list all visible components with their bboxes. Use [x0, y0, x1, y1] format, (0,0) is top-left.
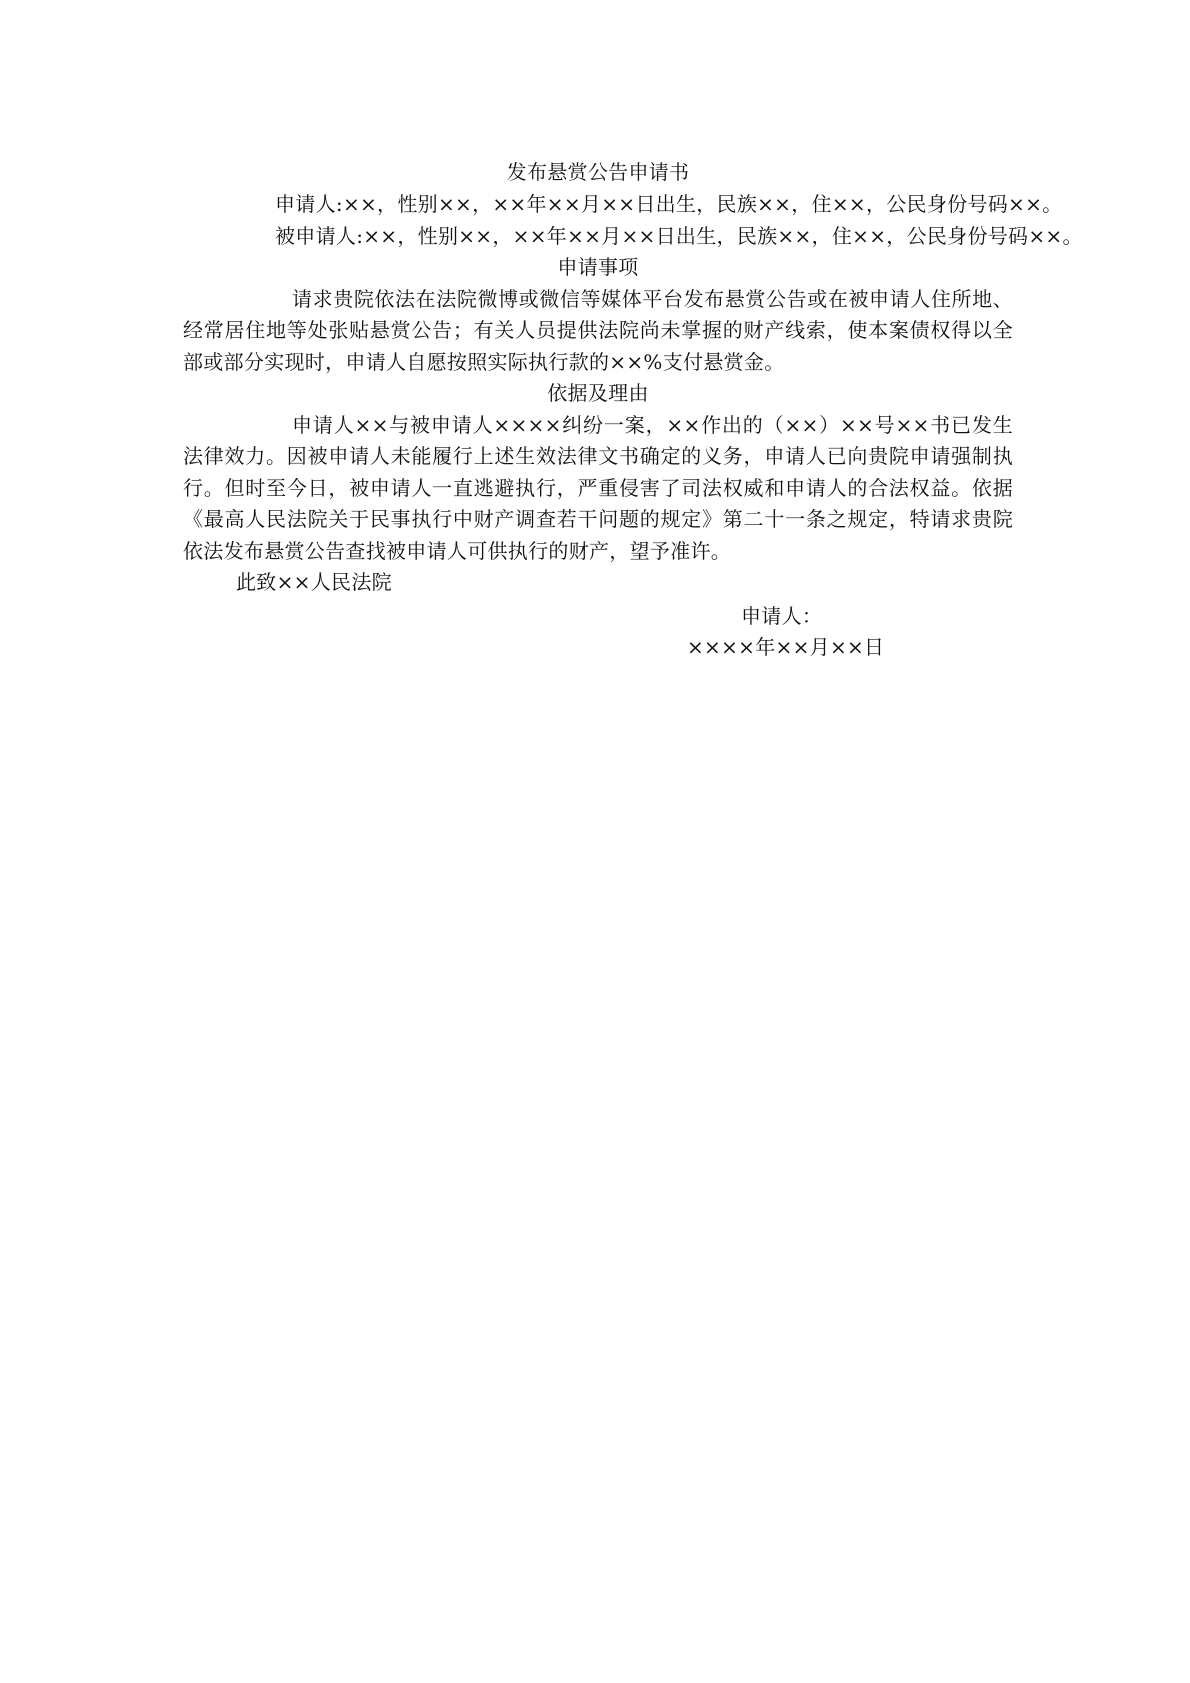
- signature-label: 申请人：: [741, 603, 823, 628]
- document-body: [183, 157, 1083, 664]
- section-body-request: 请求贵院依法在法院微博或微信等媒体平台发布悬赏公告或在被申请人住所地、经常居住地等处张贴悬赏公告；有关人员提供法院尚未掌握的财产线索，使本案债权得以全部或部分实现时，申请人自愿按照实际执行款的××%支付悬赏金。: [183, 286, 1013, 374]
- section-heading-request: 申请事项: [557, 255, 639, 279]
- signature-date: ××××年××月××日: [687, 635, 885, 659]
- document-title: 发布悬赏公告申请书: [506, 160, 690, 184]
- section-heading-grounds: 依据及理由: [547, 381, 649, 405]
- applicant-info: 申请人:××，性别××，××年××月××日出生，民族××，住××，公民身份号码××。: [275, 192, 1063, 216]
- section-body-grounds: 申请人××与被申请人××××纠纷一案，××作出的（××）××号××书已发生法律效力。因被申请人未能履行上述生效法律文书确定的义务，申请人已向贵院申请强制执行。但时至今日，被申请人一直逃避执行，严重侵害了司法权威和申请人的合法权益。依据《最高人民法院关于民事执行中财产调查若干问题的规定》第二十一条之规定，特请求贵院依法发布悬赏公告查找被申请人可供执行的财产，望予准许。: [183, 412, 1013, 563]
- respondent-info: 被申请人:××，性别××，××年××月××日出生，民族××，住××，公民身份号码××。: [275, 223, 1083, 248]
- salutation: 此致××人民法院: [236, 570, 392, 594]
